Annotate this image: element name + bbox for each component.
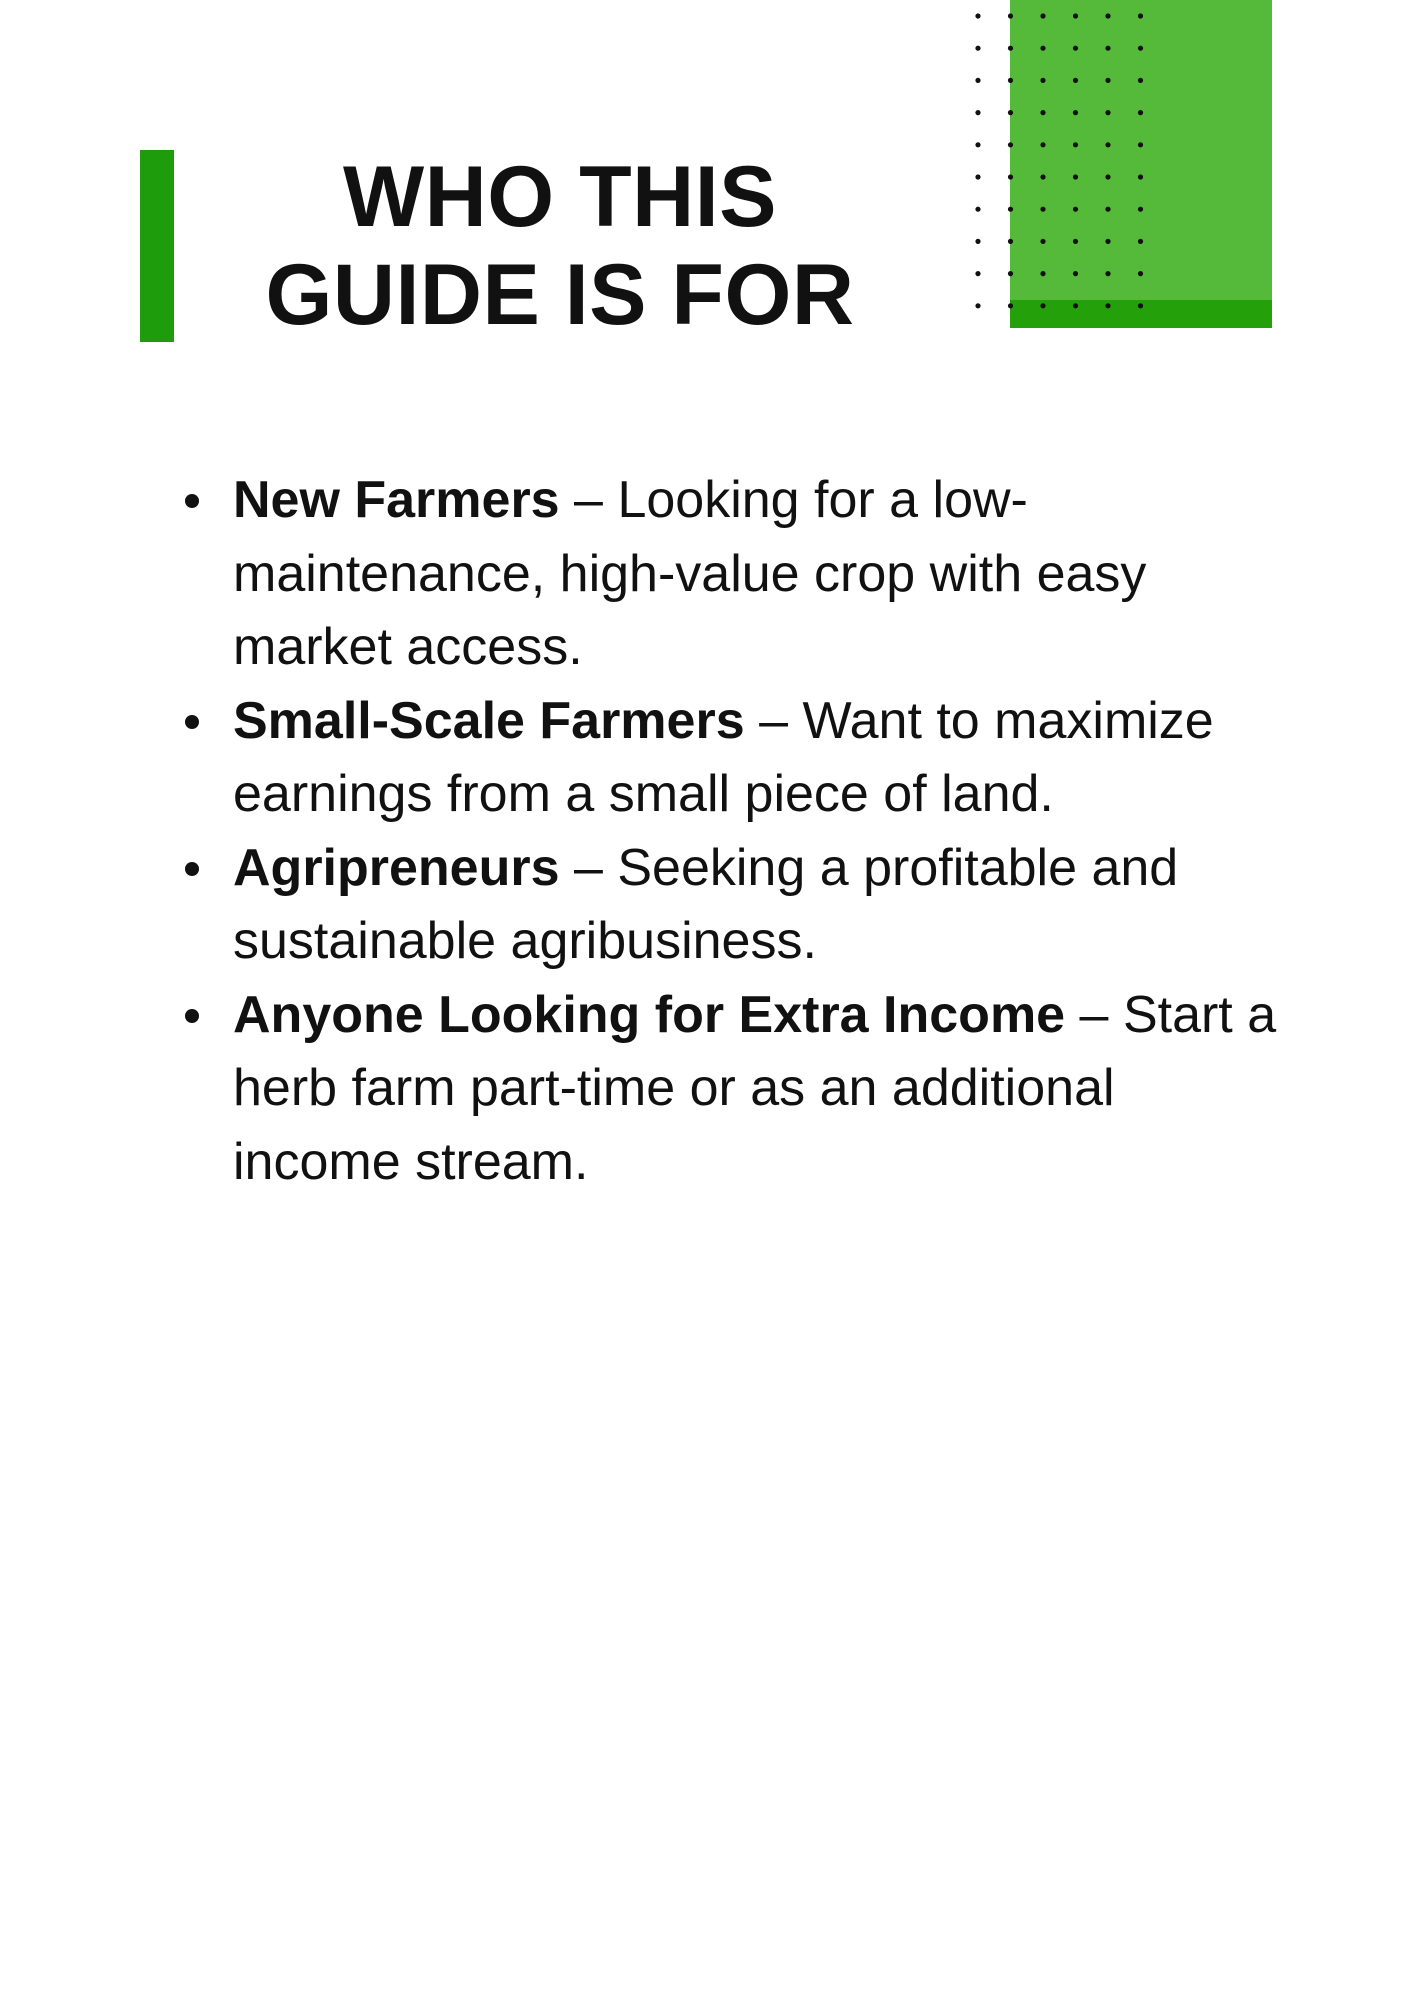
- decorative-dot: [1040, 78, 1045, 83]
- audience-item-separator: –: [559, 471, 618, 529]
- audience-list: [185, 464, 1295, 1199]
- audience-item-separator: –: [744, 691, 803, 750]
- audience-item-description: Looking for a low-maintenance, high-value crop with easy market access.: [233, 471, 1147, 676]
- audience-item: [185, 464, 1295, 685]
- audience-item-name: New Farmers: [233, 471, 560, 529]
- decorative-dot: [975, 207, 980, 212]
- title-accent-bar: [140, 150, 174, 342]
- decorative-dot: [1105, 78, 1110, 83]
- decorative-dot: [1105, 239, 1110, 244]
- decorative-dot: [1040, 13, 1045, 18]
- decorative-dot: [1073, 78, 1078, 83]
- audience-item-separator: –: [559, 838, 618, 897]
- decorative-dot: [1008, 174, 1013, 179]
- decorative-dot: [975, 303, 980, 308]
- decorative-dot: [1138, 207, 1143, 212]
- decorative-dot: [1040, 142, 1045, 147]
- decorative-dot: [1040, 207, 1045, 212]
- decorative-dot: [1105, 13, 1110, 18]
- decorative-dot: [1138, 303, 1143, 308]
- decorative-dot: [1138, 142, 1143, 147]
- decorative-dot: [1138, 271, 1143, 276]
- audience-item-separator: –: [1065, 985, 1123, 1044]
- page-title-line-2: GUIDE IS FOR: [265, 247, 855, 343]
- decorative-dot: [975, 110, 980, 115]
- audience-item-description: Seeking a profitable and sustainable agribusiness.: [233, 838, 1179, 970]
- decorative-dot: [1105, 303, 1110, 308]
- decorative-dot: [1008, 46, 1013, 51]
- decorative-dot: [1105, 207, 1110, 212]
- page-title-line-1: WHO THIS: [343, 149, 777, 245]
- decorative-dot: [1008, 239, 1013, 244]
- decorative-dot: [975, 78, 980, 83]
- decorative-dot: [1040, 46, 1045, 51]
- audience-item-description: Want to maximize earnings from a small piece of land.: [233, 691, 1214, 823]
- decorative-dot: [1040, 110, 1045, 115]
- decorative-dot: [1138, 13, 1143, 18]
- decorative-dot: [1073, 110, 1078, 115]
- decorative-dot: [975, 142, 980, 147]
- decorative-dot: [1105, 174, 1110, 179]
- decorative-dot: [975, 13, 980, 18]
- decorative-dot: [1008, 271, 1013, 276]
- decorative-dot: [975, 239, 980, 244]
- decorative-dot: [975, 174, 980, 179]
- decorative-dot: [1008, 303, 1013, 308]
- decorative-dot: [1040, 174, 1045, 179]
- decorative-dot: [1105, 46, 1110, 51]
- decorative-dot: [1073, 271, 1078, 276]
- audience-item-name: Agripreneurs: [233, 838, 560, 897]
- decorative-dot: [1073, 174, 1078, 179]
- audience-item-description: Start a herb farm part-time or as an additional income stream.: [233, 985, 1277, 1191]
- audience-item: [185, 979, 1295, 1200]
- bullet-dot-icon: [185, 1009, 199, 1023]
- decorative-dot: [1073, 46, 1078, 51]
- decorative-dot: [1073, 207, 1078, 212]
- audience-item-name: Small-Scale Farmers: [233, 691, 745, 750]
- decorative-dot: [1040, 271, 1045, 276]
- bullet-dot-icon: [185, 494, 199, 508]
- decorative-dot: [1138, 78, 1143, 83]
- decorative-dot: [1138, 174, 1143, 179]
- decorative-dot: [1008, 142, 1013, 147]
- audience-item: [185, 832, 1295, 979]
- decorative-dot: [1040, 303, 1045, 308]
- decorative-dot: [1138, 110, 1143, 115]
- decorative-dot: [1138, 46, 1143, 51]
- bullet-dot-icon: [185, 715, 199, 729]
- audience-item-name: Anyone Looking for Extra Income: [233, 985, 1066, 1044]
- decorative-dot: [1040, 239, 1045, 244]
- decorative-dot: [1073, 239, 1078, 244]
- decorative-dot: [1073, 303, 1078, 308]
- page-title: [240, 148, 880, 344]
- decorative-dot: [1073, 142, 1078, 147]
- decorative-dot: [975, 271, 980, 276]
- audience-item: [185, 685, 1295, 832]
- decorative-dot-grid: [970, 0, 1170, 320]
- decorative-dot: [1105, 110, 1110, 115]
- decorative-dot: [1008, 207, 1013, 212]
- decorative-dot: [1138, 239, 1143, 244]
- bullet-dot-icon: [185, 862, 199, 876]
- decorative-dot: [1008, 78, 1013, 83]
- decorative-dot: [1008, 110, 1013, 115]
- decorative-dot: [1105, 142, 1110, 147]
- decorative-dot: [975, 46, 980, 51]
- decorative-dot: [1073, 13, 1078, 18]
- decorative-dot: [1008, 13, 1013, 18]
- decorative-dot: [1105, 271, 1110, 276]
